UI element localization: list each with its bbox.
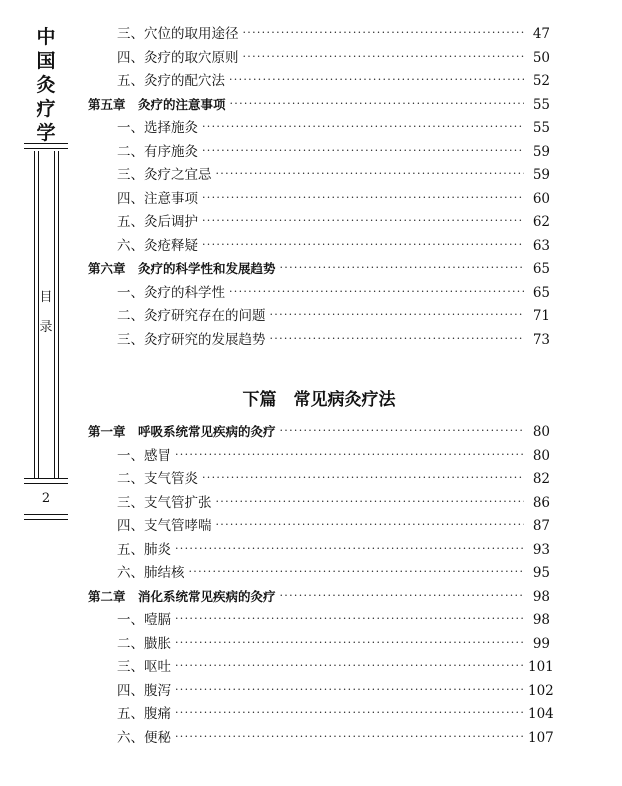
toc-entry-label: 二、支气管炎 (117, 471, 198, 487)
toc-entry[interactable] (88, 117, 550, 139)
page-number: 2 (41, 491, 51, 506)
toc-entry-page: 86 (532, 494, 550, 511)
toc-entry-page: 93 (532, 541, 550, 558)
toc-entry[interactable] (88, 211, 550, 233)
toc-entry-label: 五、肺炎 (117, 541, 171, 558)
toc-entry-page: 50 (532, 49, 550, 66)
toc-entry-label: 第六章 灸疗的科学性和发展趋势 (88, 261, 276, 276)
toc-entry-page: 73 (532, 331, 550, 348)
dot-leader (202, 235, 524, 257)
toc-entry-label: 一、噎膈 (117, 612, 171, 628)
book-title-char: 疗 (36, 98, 56, 120)
toc-entry-page: 98 (532, 612, 550, 628)
part-title: 下篇 常见病灸疗法 (242, 390, 396, 410)
divider (34, 151, 35, 478)
dot-leader (216, 164, 525, 186)
dot-leader (175, 680, 524, 702)
toc-entry[interactable] (88, 235, 550, 257)
book-title-char: 学 (36, 122, 56, 144)
toc-entry-label: 六、灸疮释疑 (117, 237, 198, 254)
toc-entry-page: 55 (532, 96, 550, 113)
dot-leader (202, 117, 524, 139)
divider (24, 483, 68, 484)
toc-entry[interactable] (88, 445, 550, 467)
dot-leader (280, 258, 524, 280)
dot-leader (189, 562, 525, 584)
dot-leader (202, 141, 524, 163)
toc-entry[interactable] (88, 164, 550, 186)
toc-entry-label: 三、灸疗之宜忌 (117, 167, 212, 183)
toc-entry[interactable] (88, 305, 550, 327)
toc-entry-page: 55 (532, 120, 550, 136)
toc-entry-page: 71 (532, 308, 550, 324)
toc-entry-label: 二、有序施灸 (117, 143, 198, 160)
toc-entry-label: 一、灸疗的科学性 (117, 284, 225, 301)
sidebar (20, 0, 72, 786)
dot-leader (280, 421, 524, 443)
toc-entry-label: 六、肺结核 (117, 565, 185, 581)
section-char: 目 (39, 290, 53, 305)
toc-entry-page: 107 (528, 729, 554, 746)
dot-leader (229, 70, 524, 92)
toc-entry[interactable] (88, 656, 554, 678)
divider (24, 148, 68, 149)
dot-leader (175, 727, 524, 749)
book-title-char: 中 (36, 26, 56, 48)
dot-leader (270, 305, 525, 327)
dot-leader (202, 211, 524, 233)
toc-entry-page: 87 (532, 518, 550, 534)
dot-leader (175, 656, 524, 678)
toc-entry[interactable] (88, 633, 550, 655)
toc-entry[interactable] (88, 47, 550, 69)
toc-entry-label: 六、便秘 (117, 729, 171, 746)
book-title-vertical (35, 26, 57, 146)
toc-entry-page: 47 (532, 26, 550, 42)
divider (24, 519, 68, 520)
dot-leader (270, 329, 525, 351)
toc-entry-page: 65 (532, 261, 550, 277)
toc-entry-page: 59 (532, 167, 550, 183)
toc-entry-page: 99 (532, 635, 550, 652)
section-char: 录 (39, 320, 53, 335)
book-title-char: 国 (36, 50, 56, 72)
toc-entry-page: 102 (528, 682, 554, 699)
toc-entry-page: 65 (532, 284, 550, 301)
toc-chapter-entry[interactable] (88, 586, 550, 608)
dot-leader (243, 23, 525, 45)
toc-entry-label: 二、臌胀 (117, 635, 171, 652)
toc-entry-label: 五、灸疗的配穴法 (117, 73, 225, 89)
toc-entry-label: 三、支气管扩张 (117, 494, 212, 511)
dot-leader (280, 586, 524, 608)
toc-chapter-entry[interactable] (88, 94, 550, 116)
toc-entry-label: 第五章 灸疗的注意事项 (88, 96, 226, 112)
toc-entry-label: 一、感冒 (117, 447, 171, 464)
toc-entry-label: 一、选择施灸 (117, 120, 198, 136)
toc-entry[interactable] (88, 329, 550, 351)
toc-entry-page: 60 (532, 190, 550, 207)
toc-entry-page: 52 (532, 73, 550, 89)
dot-leader (175, 633, 524, 655)
toc-entry-page: 59 (532, 143, 550, 160)
toc-entry-label: 三、灸疗研究的发展趋势 (117, 331, 266, 348)
toc-entry[interactable] (88, 492, 550, 514)
dot-leader (216, 515, 525, 537)
toc-entry-page: 101 (528, 659, 554, 675)
toc-entry-page: 80 (532, 424, 550, 440)
divider (24, 143, 68, 144)
toc-entry[interactable] (88, 703, 554, 725)
divider (58, 151, 59, 478)
toc-entry[interactable] (88, 70, 550, 92)
toc-entry-page: 80 (532, 447, 550, 464)
toc-entry-label: 四、腹泻 (117, 682, 171, 699)
divider (24, 514, 68, 515)
toc-entry-label: 三、呕吐 (117, 659, 171, 675)
toc-entry-page: 98 (532, 588, 550, 605)
toc-entry-label: 二、灸疗研究存在的问题 (117, 308, 266, 324)
toc-entry[interactable] (88, 515, 550, 537)
toc-entry[interactable] (88, 562, 550, 584)
toc-entry[interactable] (88, 468, 550, 490)
dot-leader (175, 609, 524, 631)
book-title-char: 灸 (36, 74, 56, 96)
dot-leader (202, 188, 524, 210)
dot-leader (202, 468, 524, 490)
toc-entry-page: 62 (532, 214, 550, 230)
dot-leader (216, 492, 525, 514)
toc-entry-page: 82 (532, 471, 550, 487)
toc-chapter-entry[interactable] (88, 258, 550, 280)
toc-entry-label: 第二章 消化系统常见疾病的灸疗 (88, 588, 276, 604)
toc-entry[interactable] (88, 141, 550, 163)
toc-entry-label: 四、灸疗的取穴原则 (117, 49, 239, 66)
dot-leader (229, 282, 524, 304)
dot-leader (230, 94, 524, 116)
toc-entry-label: 第一章 呼吸系统常见疾病的灸疗 (88, 424, 276, 439)
toc-entry-page: 104 (528, 706, 554, 722)
toc-entry[interactable] (88, 282, 550, 304)
toc-entry[interactable] (88, 23, 550, 45)
dot-leader (175, 539, 524, 561)
dot-leader (243, 47, 525, 69)
toc-entry[interactable] (88, 680, 554, 702)
toc-entry[interactable] (88, 188, 550, 210)
toc-entry-label: 五、灸后调护 (117, 214, 198, 230)
section-label-vertical (38, 290, 54, 350)
divider (24, 478, 68, 479)
divider (54, 151, 55, 478)
dot-leader (175, 445, 524, 467)
toc-entry-page: 63 (532, 237, 550, 254)
dot-leader (175, 703, 524, 725)
toc-entry-label: 四、支气管哮喘 (117, 518, 212, 534)
toc-chapter-entry[interactable] (88, 421, 550, 443)
toc-entry[interactable] (88, 609, 550, 631)
toc-entry-label: 三、穴位的取用途径 (117, 26, 239, 42)
toc-entry[interactable] (88, 539, 550, 561)
toc-entry-label: 五、腹痛 (117, 706, 171, 722)
toc-entry-page: 95 (532, 565, 550, 581)
toc-entry[interactable] (88, 727, 554, 749)
toc-entry-label: 四、注意事项 (117, 190, 198, 207)
